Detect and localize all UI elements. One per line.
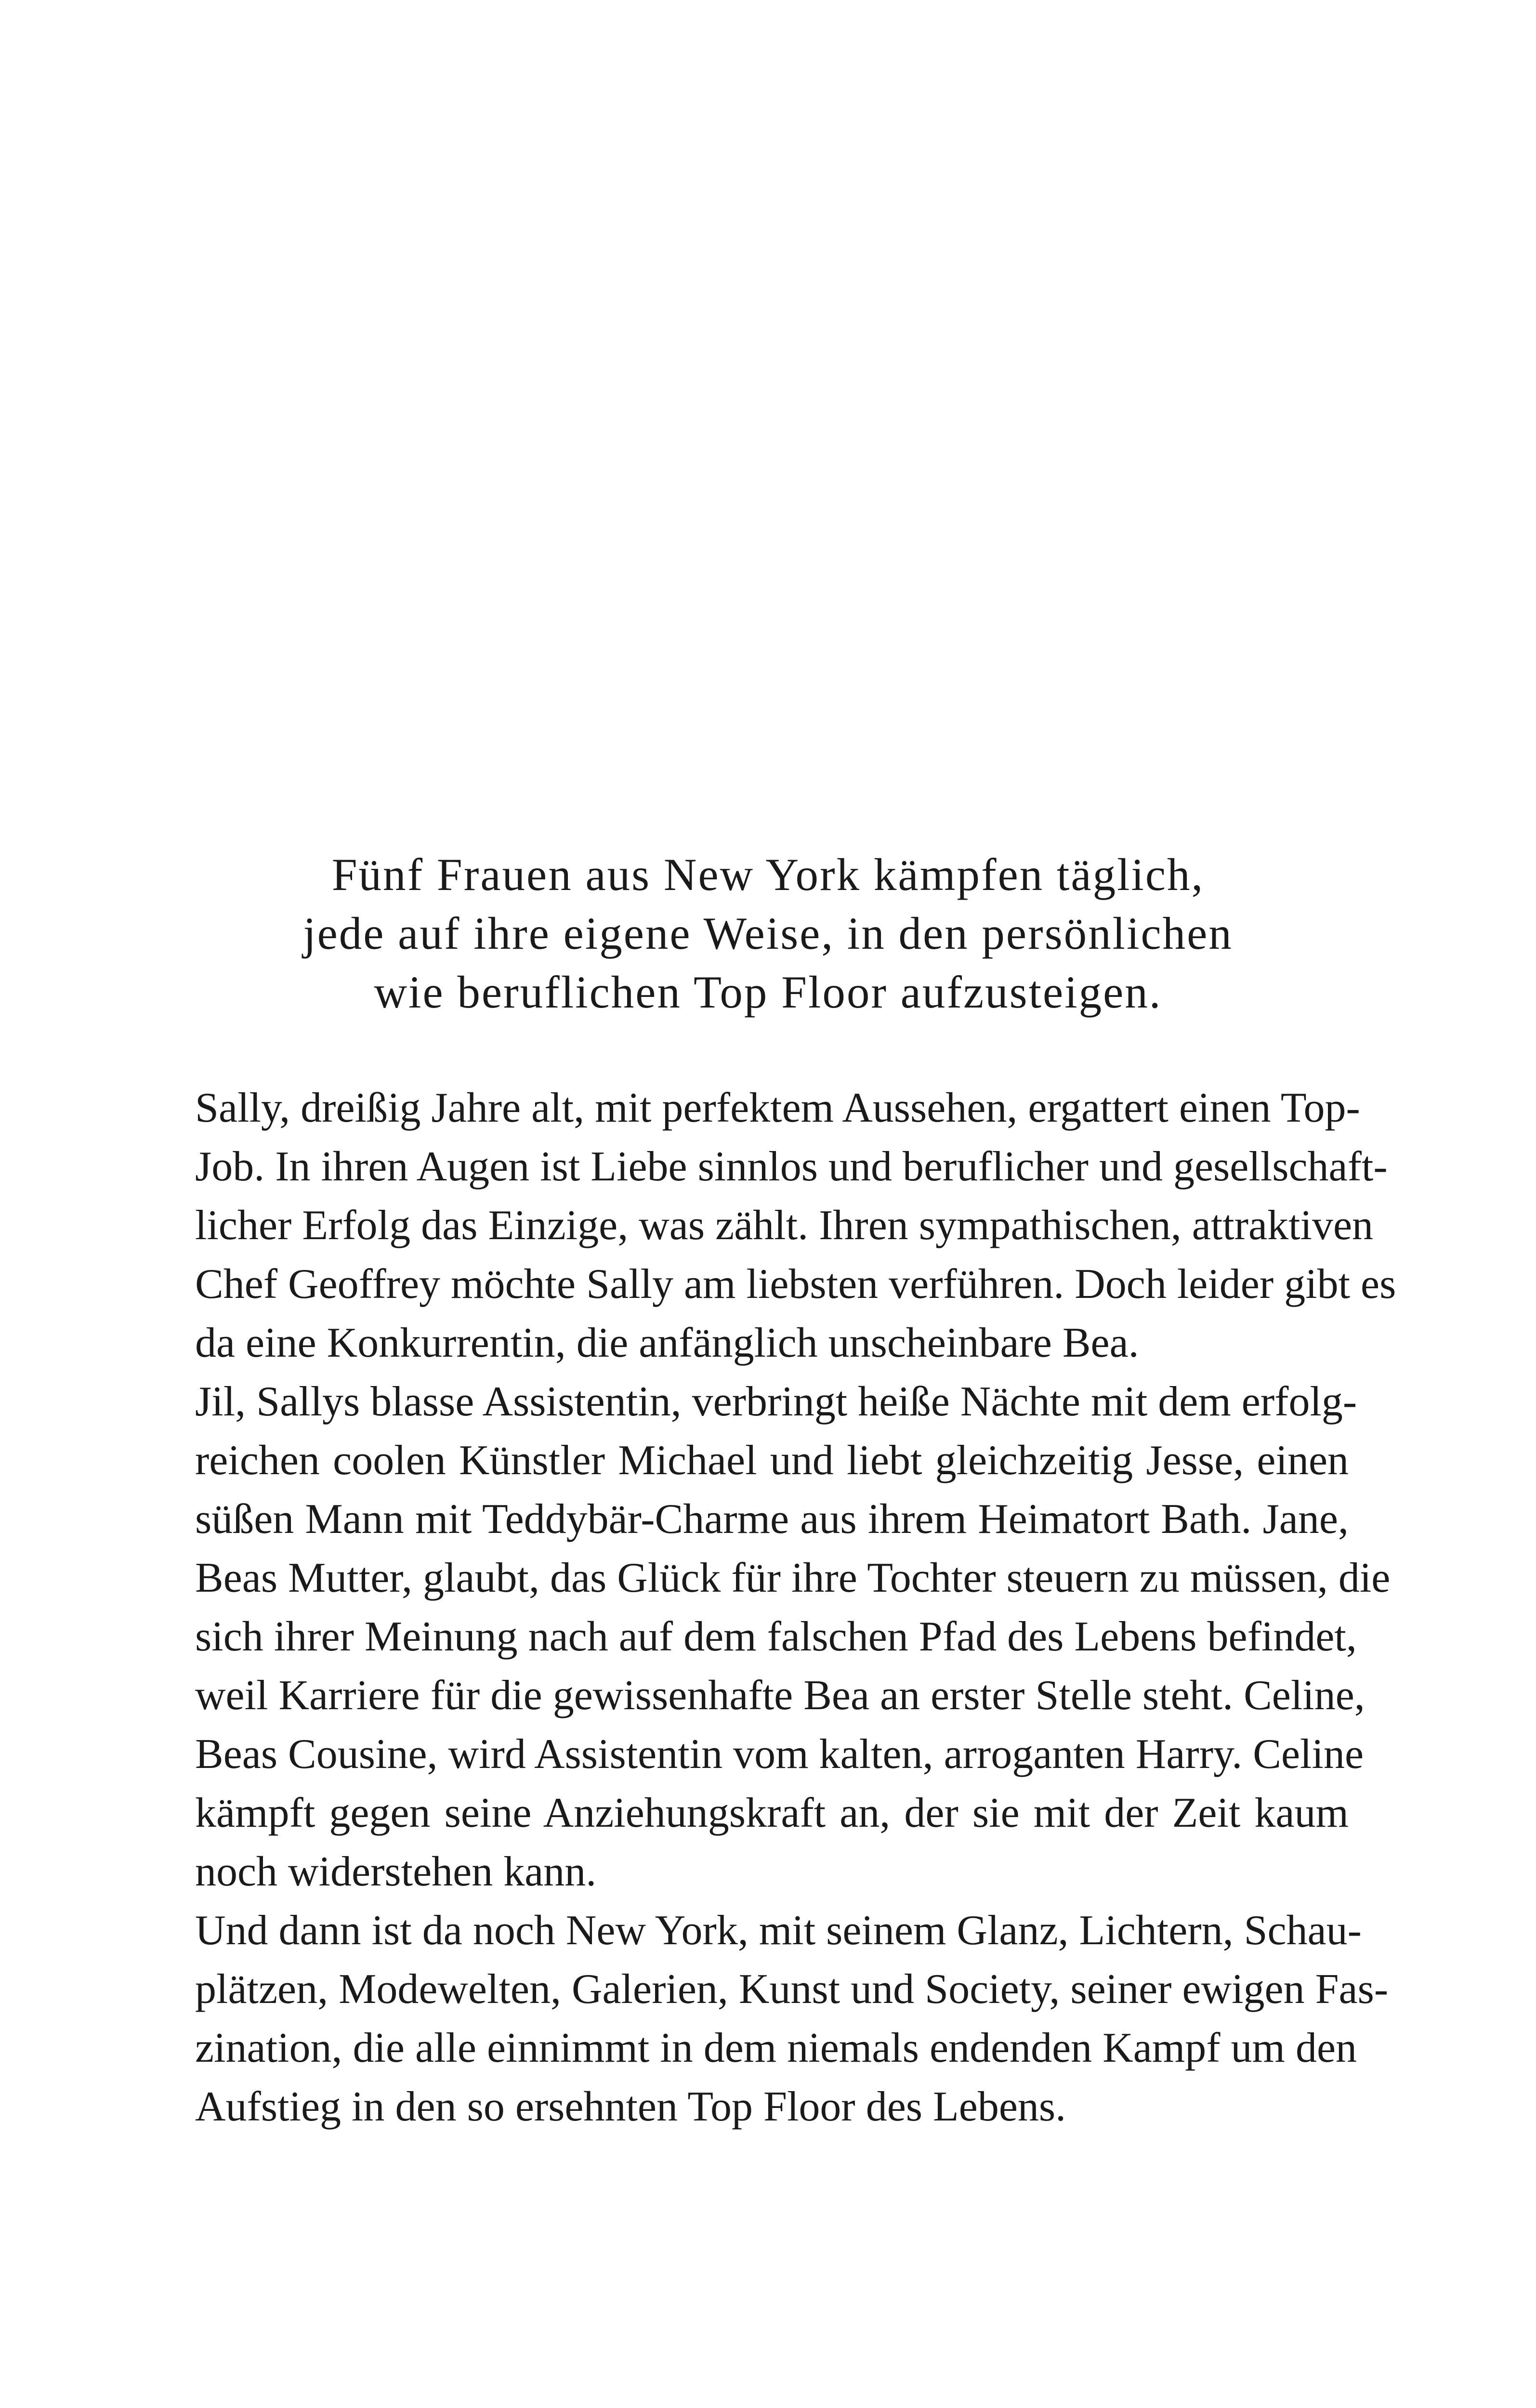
text-line: reichen coolen Künstler Michael und liebt gleichzeitig Jesse, einen [195, 1437, 1349, 1484]
text-line: noch widerstehen kann. [195, 1848, 597, 1895]
text-line: Job. In ihren Augen ist Liebe sinnlos und beruflicher und gesellschaft- [195, 1143, 1388, 1190]
text-line: da eine Konkurrentin, die anfänglich unscheinbare Bea. [195, 1320, 1139, 1366]
intro-blurb [241, 845, 1295, 1021]
intro-line: wie beruflichen Top Floor aufzusteigen. [374, 967, 1162, 1018]
text-line: licher Erfolg das Einzige, was zählt. Ihren sympathischen, attraktiven [195, 1202, 1374, 1249]
text-line: Beas Cousine, wird Assistentin vom kalten, arroganten Harry. Celine [195, 1731, 1364, 1778]
text-line: Aufstieg in den so ersehnten Top Floor des Lebens. [195, 2083, 1066, 2130]
intro-line: jede auf ihre eigene Weise, in den persönlichen [303, 908, 1233, 959]
intro-line: Fünf Frauen aus New York kämpfen täglich, [331, 849, 1205, 900]
text-line: sich ihrer Meinung nach auf dem falschen Pfad des Lebens befindet, [195, 1613, 1357, 1660]
text-line: Chef Geoffrey möchte Sally am liebsten verführen. Doch leider gibt es [195, 1261, 1396, 1308]
text-line: Jil, Sallys blasse Assistentin, verbringt heiße Nächte mit dem erfolg- [195, 1378, 1357, 1425]
synopsis-text [195, 1079, 1396, 2136]
paragraph-jil [195, 1373, 1391, 1901]
text-line: weil Karriere für die gewissenhafte Bea an erster Stelle steht. Celine, [195, 1672, 1365, 1719]
paragraph-sally [195, 1079, 1396, 1373]
paragraph-new-york [195, 1901, 1389, 2136]
text-line: Und dann ist da noch New York, mit seinem Glanz, Lichtern, Schau- [195, 1907, 1362, 1954]
text-line: Beas Mutter, glaubt, das Glück für ihre Tochter steuern zu müssen, die [195, 1555, 1391, 1601]
text-line: kämpft gegen seine Anziehungskraft an, der sie mit der Zeit kaum [195, 1790, 1349, 1836]
text-line: zination, die alle einnimmt in dem niemals endenden Kampf um den [195, 2025, 1357, 2071]
text-line: plätzen, Modewelten, Galerien, Kunst und Society, seiner ewigen Fas- [195, 1966, 1389, 2013]
text-line: süßen Mann mit Teddybär-Charme aus ihrem Heimatort Bath. Jane, [195, 1496, 1349, 1543]
text-line: Sally, dreißig Jahre alt, mit perfektem Aussehen, ergattert einen Top- [195, 1085, 1360, 1131]
